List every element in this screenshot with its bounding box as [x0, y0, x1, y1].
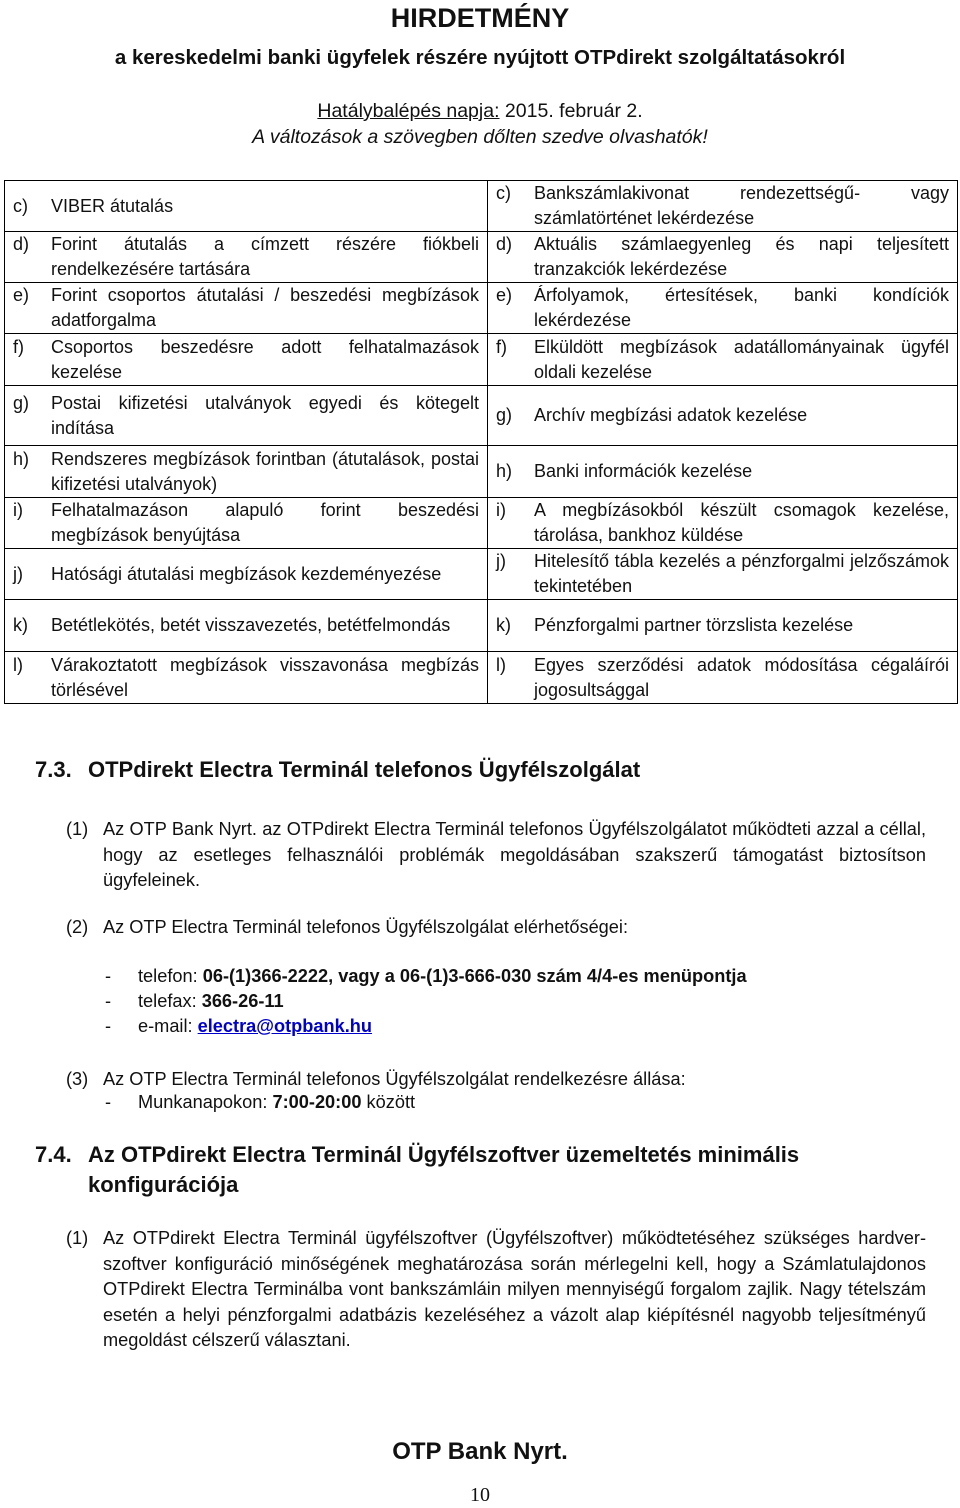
item-label: f)	[13, 336, 24, 357]
fax-value: 366-26-11	[201, 991, 284, 1011]
table-cell	[5, 386, 488, 446]
table-cell	[5, 549, 488, 600]
table-cell	[5, 498, 488, 549]
item-text: Árfolyamok, értesítések, banki kondíciók lekérdezése	[534, 285, 949, 330]
item-text: Archív megbízási adatok kezelése	[534, 405, 808, 425]
email-link[interactable]: electra@otpbank.hu	[197, 1016, 373, 1036]
item-text: Rendszeres megbízások forintban (átutalások, postai kifizetési utalványok)	[51, 448, 479, 494]
table-row	[5, 446, 958, 498]
table-row	[5, 181, 958, 232]
item-text: Hatósági átutalási megbízások kezdeményezése	[51, 563, 442, 584]
document-subtitle: a kereskedelmi banki ügyfelek részére nyújtott OTPdirekt szolgáltatásokról	[114, 46, 846, 69]
item-label: d)	[496, 234, 513, 254]
email-label: e-mail:	[138, 1016, 198, 1036]
list-dash: -	[105, 966, 112, 986]
contact-email	[105, 1016, 372, 1037]
table-cell	[5, 334, 488, 386]
paragraph-number: (2)	[66, 917, 89, 937]
effective-date-label: Hatálybalépés napja:	[317, 100, 500, 122]
item-text: Banki információk kezelése	[534, 461, 753, 481]
paragraph-7-4-1	[66, 1226, 926, 1354]
hours-label: Munkanapokon:	[138, 1092, 273, 1112]
table-cell	[488, 446, 958, 498]
item-label: j)	[13, 563, 23, 584]
page-number: 10	[470, 1484, 490, 1506]
table-row	[5, 334, 958, 386]
paragraph-text: Az OTPdirekt Electra Terminál ügyfélszoftver (Ügyfélszoftver) működtetéséhez szükséges hardver-szoftver konfiguráció minőségének meghatározása során mérlegelni kell, hogy a Számlatulajdonos OTPdirekt Electra Terminálba vont bankszámláin milyen mennyiségű forgalom zajlik. Nagy tételszám esetén a helyi pénzforgalmi adatbázis kezeléséhez a vázolt alap kiépítésnél nagyobb teljesítményű megoldást célszerű választani.	[103, 1228, 926, 1350]
paragraph-7-3-2	[66, 915, 926, 941]
table-cell	[488, 600, 958, 652]
item-text: Várakoztatott megbízások visszavonása megbízás törlésével	[51, 654, 479, 700]
item-label: c)	[496, 183, 511, 203]
item-label: e)	[13, 285, 30, 305]
table-cell	[488, 181, 958, 232]
item-text: Hitelesítő tábla kezelés a pénzforgalmi jelzőszámok tekintetében	[534, 551, 949, 596]
list-dash: -	[105, 1092, 112, 1112]
item-text: Csoportos beszedésre adott felhatalmazások kezelése	[51, 336, 479, 382]
contact-fax	[105, 991, 284, 1012]
section-title: OTPdirekt Electra Terminál telefonos Ügyfélszolgálat	[88, 757, 641, 782]
table-row	[5, 498, 958, 549]
list-dash: -	[105, 1016, 112, 1036]
item-label: e)	[496, 285, 513, 305]
table-cell	[5, 181, 488, 232]
paragraph-text: Az OTP Electra Terminál telefonos Ügyfélszolgálat rendelkezésre állása:	[103, 1069, 686, 1089]
item-text: Aktuális számlaegyenleg és napi teljesített tranzakciók lekérdezése	[534, 234, 949, 279]
item-label: j)	[496, 551, 506, 571]
table-cell	[5, 652, 488, 704]
item-label: k)	[13, 615, 28, 635]
section-number: 7.3.	[35, 757, 72, 782]
table-cell	[488, 334, 958, 386]
availability-hours	[105, 1092, 415, 1113]
table-row	[5, 652, 958, 704]
item-text: Betétlekötés, betét visszavezetés, betétfelmondás	[51, 615, 451, 635]
item-text: Felhatalmazáson alapuló forint beszedési megbízások benyújtása	[51, 500, 479, 545]
item-text: Pénzforgalmi partner törzslista kezelése	[534, 615, 854, 635]
item-text: Forint átutalás a címzett részére fiókbeli rendelkezésére tartására	[51, 234, 479, 279]
table-cell	[5, 446, 488, 498]
table-row	[5, 600, 958, 652]
table-row	[5, 283, 958, 334]
item-label: f)	[496, 336, 507, 357]
section-title-line-2: konfigurációja	[88, 1172, 239, 1197]
table-cell	[488, 283, 958, 334]
document-title: HIRDETMÉNY	[390, 3, 570, 33]
table-row	[5, 232, 958, 283]
section-heading-7-4	[35, 1140, 799, 1200]
item-label: h)	[13, 448, 30, 469]
paragraph-number: (1)	[66, 1228, 89, 1248]
list-dash: -	[105, 991, 112, 1011]
paragraph-7-3-1	[66, 817, 926, 894]
fax-label: telefax:	[138, 991, 202, 1011]
effective-date-value: 2015. február 2.	[499, 100, 643, 122]
hours-value: 7:00-20:00	[272, 1092, 362, 1112]
contact-phone	[105, 966, 747, 987]
paragraph-number: (1)	[66, 819, 89, 839]
item-text: Elküldött megbízások adatállományainak ügyfél oldali kezelése	[534, 336, 949, 382]
item-label: h)	[496, 461, 513, 481]
services-table	[4, 180, 958, 704]
item-label: i)	[13, 500, 23, 520]
paragraph-7-3-3	[66, 1067, 926, 1093]
table-row	[5, 386, 958, 446]
item-label: l)	[13, 654, 23, 675]
table-row	[5, 549, 958, 600]
hours-suffix: között	[361, 1092, 416, 1112]
item-text: VIBER átutalás	[51, 195, 174, 216]
item-label: l)	[496, 654, 506, 675]
paragraph-number: (3)	[66, 1069, 89, 1089]
table-cell	[488, 549, 958, 600]
item-label: k)	[496, 615, 511, 635]
table-cell	[5, 283, 488, 334]
section-heading-7-3	[35, 757, 640, 783]
section-title-line-1: Az OTPdirekt Electra Terminál Ügyfélszoftver üzemeltetés minimális	[88, 1142, 800, 1167]
section-number: 7.4.	[35, 1142, 72, 1167]
table-cell	[488, 232, 958, 283]
item-label: d)	[13, 234, 30, 254]
phone-label: telefon:	[138, 966, 203, 986]
footer-bank-name: OTP Bank Nyrt.	[392, 1438, 568, 1465]
item-label: i)	[496, 500, 506, 520]
item-text: A megbízásokból készült csomagok kezelése, tárolása, bankhoz küldése	[534, 500, 949, 545]
changes-note: A változások a szövegben dőlten szedve olvashatók!	[252, 126, 708, 148]
item-text: Postai kifizetési utalványok egyedi és kötegelt indítása	[51, 392, 479, 438]
item-text: Forint csoportos átutalási / beszedési megbízások adatforgalma	[51, 285, 479, 330]
phone-value: 06-(1)366-2222, vagy a 06-(1)3-666-030 szám 4/4-es menüpontja	[202, 966, 747, 986]
item-text: Egyes szerződési adatok módosítása cégaláírói jogosultsággal	[534, 654, 949, 700]
table-cell	[5, 232, 488, 283]
table-cell	[488, 498, 958, 549]
paragraph-text: Az OTP Electra Terminál telefonos Ügyfélszolgálat elérhetőségei:	[103, 917, 629, 937]
item-label: g)	[496, 405, 513, 425]
table-cell	[488, 386, 958, 446]
paragraph-text: Az OTP Bank Nyrt. az OTPdirekt Electra Terminál telefonos Ügyfélszolgálatot működteti azzal a céllal, hogy az esetleges felhasználói problémák megoldásában szakszerű támogatást biztosítson ügyfeleinek.	[103, 819, 926, 890]
table-cell	[5, 600, 488, 652]
effective-date-line	[0, 100, 960, 123]
item-label: c)	[13, 195, 28, 216]
item-text: Bankszámlakivonat rendezettségű- vagy számlatörténet lekérdezése	[534, 183, 949, 228]
table-cell	[488, 652, 958, 704]
item-label: g)	[13, 392, 30, 413]
